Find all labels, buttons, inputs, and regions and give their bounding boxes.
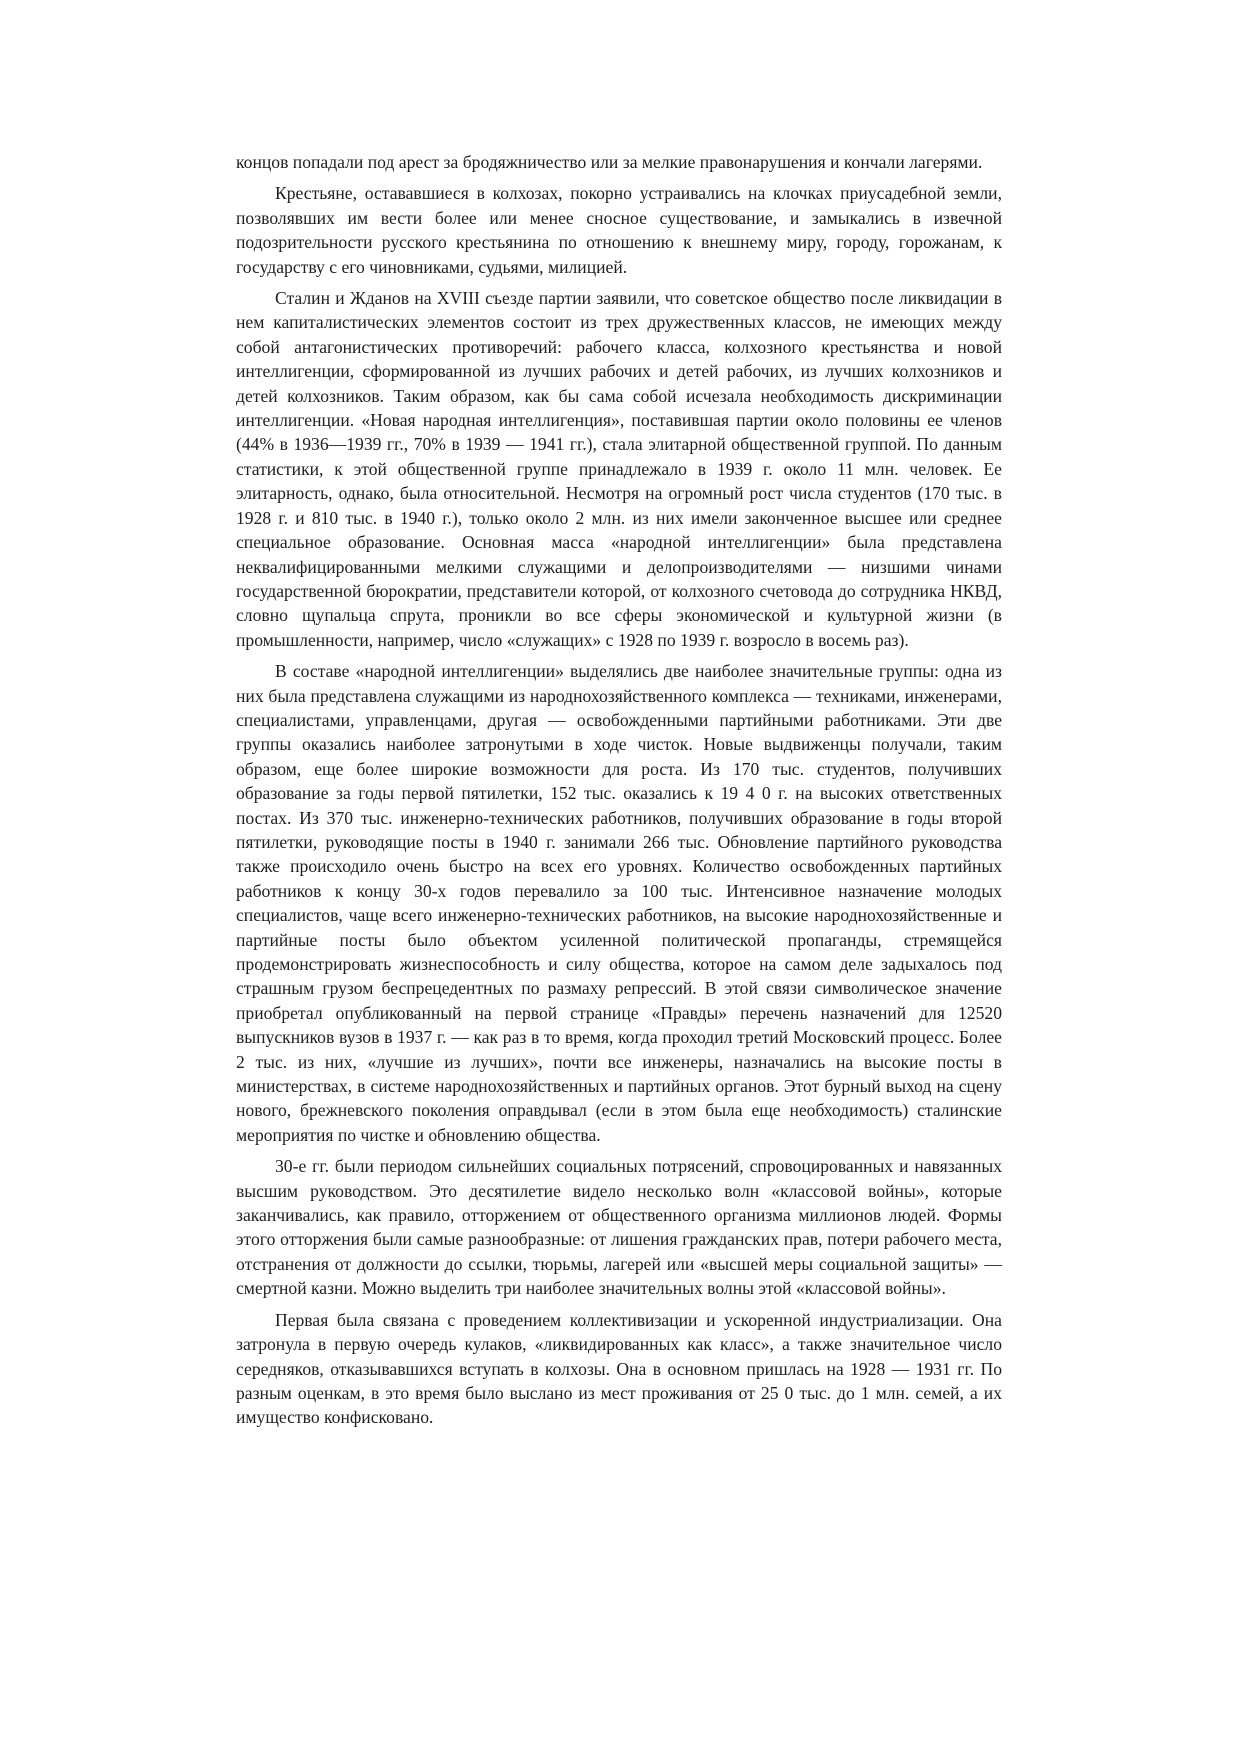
page-body	[236, 150, 1002, 1437]
paragraph-3: Сталин и Жданов на XVIII съезде партии заявили, что советское общество после ликвидации в нем капиталистических элементов состоит из трех дружественных классов, не имеющих между собой антагонистических противоречий: рабочего класса, колхозного крестьянства и новой интеллигенции, сформированной из лучших рабочих и детей рабочих, из лучших колхозников и детей колхозников. Таким образом, как бы сама собой исчезала необходимость дискриминации интеллигенции. «Новая народная интеллигенция», поставившая партии около половины ее членов (44% в 1936—1939 гг., 70% в 1939 — 1941 гг.), стала элитарной общественной группой. По данным статистики, к этой общественной группе принадлежало в 1939 г. около 11 млн. человек. Ее элитарность, однако, была относительной. Несмотря на огромный рост числа студентов (170 тыс. в 1928 г. и 810 тыс. в 1940 г.), только около 2 млн. из них имели законченное высшее или среднее специальное образование. Основная масса «народной интеллигенции» была представлена неквалифицированными мелкими служащими и делопроизводителями — низшими чинами государственной бюрократии, представители которой, от колхозного счетовода до сотрудника НКВД, словно щупальца спрута, проникли во все сферы экономической и культурной жизни (в промышленности, например, число «служащих» с 1928 по 1939 г. возросло в восемь раз).	[236, 288, 1002, 650]
paragraph-6: Первая была связана с проведением коллективизации и ускоренной индустриализации. Она затронула в первую очередь кулаков, «ликвидированных как класс», а также значительное число середняков, отказывавшихся вступать в колхозы. Она в основном пришлась на 1928 — 1931 гг. По разным оценкам, в это время было выслано из мест проживания от 25 0 тыс. до 1 млн. семей, а их имущество конфисковано.	[236, 1309, 1002, 1428]
paragraph-1: концов попадали под арест за бродяжничество или за мелкие правонарушения и кончали лагерями.	[236, 152, 983, 172]
paragraph-5: 30-е гг. были периодом сильнейших социальных потрясений, спровоцированных и навязанных высшим руководством. Это десятилетие видело несколько волн «классовой войны», которые заканчивались, как правило, отторжением от общественного организма миллионов людей. Формы этого отторжения были самые разнообразные: от лишения гражданских прав, потери рабочего места, отстранения от должности до ссылки, тюрьмы, лагерей или «высшей меры социальной защиты» — смертной казни. Можно выделить три наиболее значительных волны этой «классовой войны».	[236, 1156, 1002, 1299]
paragraph-4: В составе «народной интеллигенции» выделялись две наиболее значительные группы: одна из них была представлена служащими из народнохозяйственного комплекса — техниками, инженерами, специалистами, управленцами, другая — освобожденными партийными работниками. Эти две группы оказались наиболее затронутыми в ходе чисток. Новые выдвиженцы получали, таким образом, еще более широкие возможности для роста. Из 170 тыс. студентов, получивших образование за годы первой пятилетки, 152 тыс. оказались к 19 4 0 г. на высоких ответственных постах. Из 370 тыс. инженерно-технических работников, получивших образование в годы второй пятилетки, руководящие посты в 1940 г. занимали 266 тыс. Обновление партийного руководства также происходило очень быстро на всех его уровнях. Количество освобожденных партийных работников к концу 30-х годов перевалило за 100 тыс. Интенсивное назначение молодых специалистов, чаще всего инженерно-технических работников, на высокие народнохозяйственные и партийные посты было объектом усиленной политической пропаганды, стремящейся продемонстрировать жизнеспособность и силу общества, которое на самом деле задыхалось под страшным грузом беспрецедентных по размаху репрессий. В этой связи символическое значение приобретал опубликованный на первой странице «Правды» перечень назначений для 12520 выпускников вузов в 1937 г. — как раз в то время, когда проходил третий Московский процесс. Более 2 тыс. из них, «лучшие из лучших», почти все инженеры, назначались на высокие посты в министерствах, в системе народнохозяйственных и партийных органов. Этот бурный выход на сцену нового, брежневского поколения оправдывал (если в этом была еще необходимость) сталинские мероприятия по чистке и обновлению общества.	[236, 661, 1002, 1145]
paragraph-2: Крестьяне, остававшиеся в колхозах, покорно устраивались на клочках приусадебной земли, позволявших им вести более или менее сносное существование, и замыкались в извечной подозрительности русского крестьянина по отношению к внешнему миру, городу, горожанам, к государству с его чиновниками, судьями, милицией.	[236, 183, 1002, 277]
